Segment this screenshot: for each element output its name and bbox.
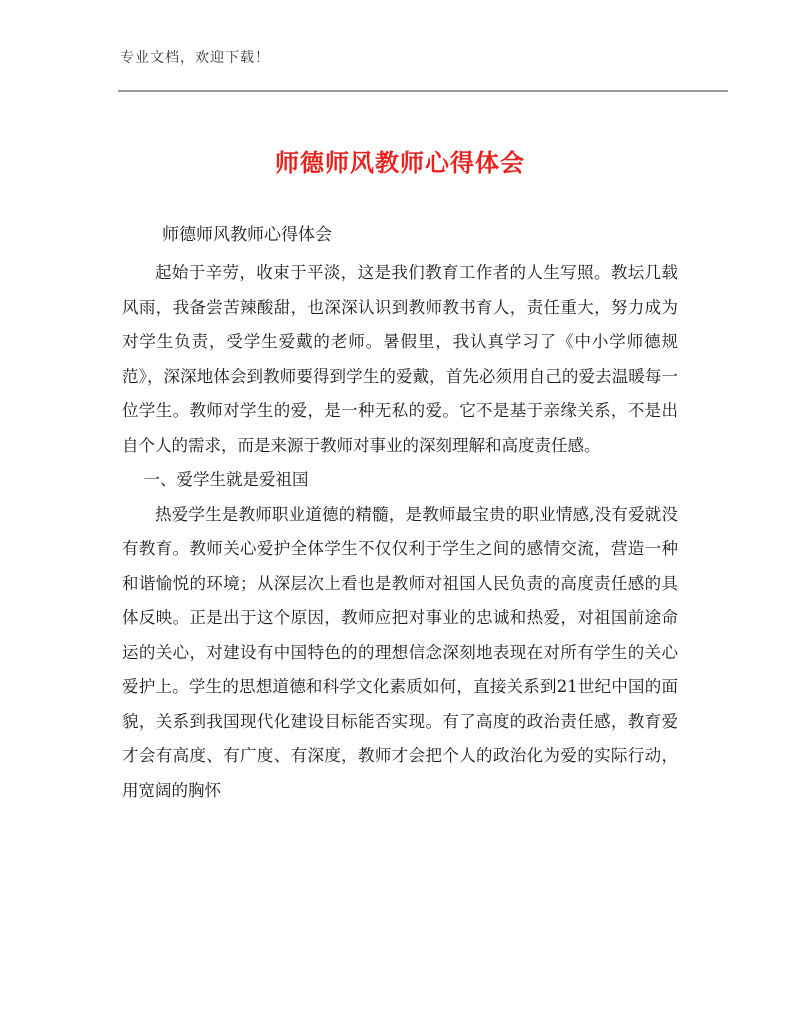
section-heading: 一、爱学生就是爱祖国 <box>143 470 309 489</box>
body-paragraph: 热爱学生是教师职业道德的精髓，是教师最宝贵的职业情感,没有爱就没有教育。教师关心爱护全体学生不仅仅利于学生之间的感情交流，营造一种和谐愉悦的环境；从深层次上看也是教师对祖国人民负责的高度责任感的具体反映。正是出于这个原因，教师应把对事业的忠诚和热爱，对祖国前途命运的关心，对建设有中国特色的的理想信念深刻地表现在对所有学生的关心爱护上。学生的思想道德和科学文化素质如何，直接关系到21世纪中国的面貌，关系到我国现代化建设目标能否实现。有了高度的政治责任感，教育爱才会有高度、有广度、有深度，教师才会把个人的政治化为爱的实际行动，用宽阔的胸怀 <box>122 504 678 800</box>
body-paragraph: 起始于辛劳，收束于平淡，这是我们教育工作者的人生写照。教坛几载风雨，我备尝苦辣酸甜，也深深认识到教师教书育人，责任重大，努力成为对学生负责，受学生爱戴的老师。暑假里，我认真学习了《中小学师德规范》，深深地体会到教师要得到学生的爱戴，首先必须用自己的爱去温暖每一位学生。教师对学生的爱，是一种无私的爱。它不是基于亲缘关系，不是出自个人的需求，而是来源于教师对事业的深刻理解和高度责任感。 <box>122 263 678 455</box>
document-title: 师德师风教师心得体会 <box>275 149 525 177</box>
header-note: 专业文档，欢迎下载！ <box>120 50 270 66</box>
header-divider <box>118 90 728 92</box>
document-body <box>122 256 678 808</box>
document-subtitle: 师德师风教师心得体会 <box>162 225 332 245</box>
